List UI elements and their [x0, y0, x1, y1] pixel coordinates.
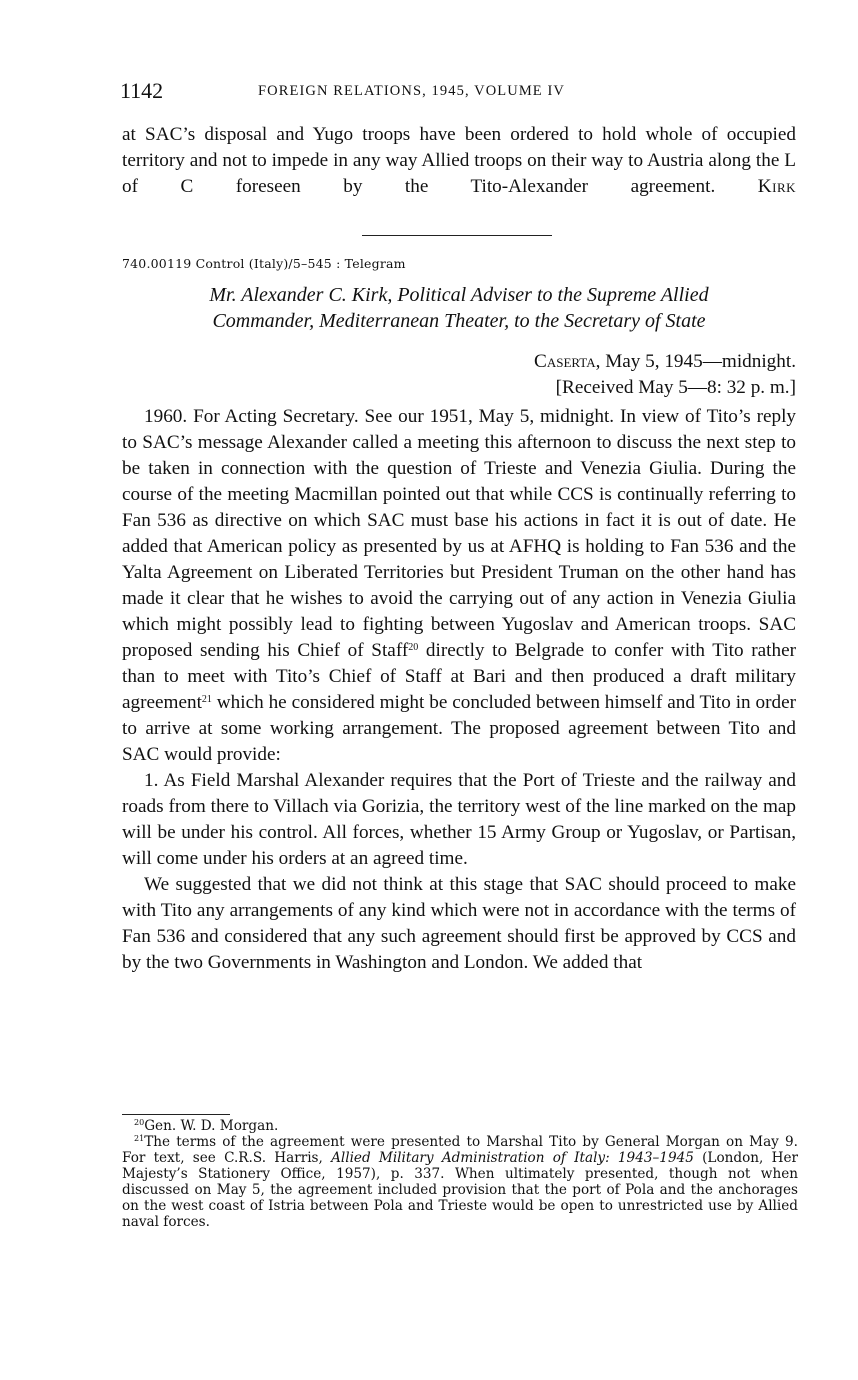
signature: Kirk — [757, 176, 797, 197]
title-line-1: Mr. Alexander C. Kirk, Political Adviser to the Supreme Allied — [209, 284, 709, 306]
file-reference: 740.00119 Control (Italy)/5–545 : Telegram — [122, 256, 406, 271]
page-number: 1142 — [120, 78, 164, 103]
document-title — [122, 282, 796, 334]
paragraph-1-part-b: directly to Belgrade to confer with Tito rather than to meet with Tito’s Chief of Staff at Bari and then produced a draft military agreement — [122, 640, 796, 713]
paragraph-1 — [122, 404, 796, 768]
footnote-21-text-b: (London, Her Majesty’s Stationery Office, 1957), p. 337. When ultimately presented, though not when discussed on May 5, the agreement included provision that the port of Pola and the anchorages on the west coast of Istria between Pola and Trieste would be open to unrestricted use by Allied naval forces. — [122, 1150, 798, 1230]
footnotes — [122, 1118, 798, 1230]
footnote-ref-21: 21 — [201, 694, 212, 705]
dateline-received: [Received May 5—8: 32 p. m.] — [555, 377, 796, 398]
paragraph-1-part-a: 1960. For Acting Secretary. See our 1951, May 5, midnight. In view of Tito’s reply to SAC’s message Alexander called a meeting this afternoon to discuss the next step to be taken in connection with the question of Trieste and Venezia Giulia. During the course of the meeting Macmillan pointed out that while CCS is continually referring to Fan 536 as directive on which SAC must base his actions in fact it is out of date. He added that American policy as presented by us at AFHQ is holding to Fan 536 and the Yalta Agreement on Liberated Territories but President Truman on the other hand has made it clear that he wishes to avoid the carrying out of any action in Venezia Giulia which might possibly lead to fighting between Yugoslav and American troops. SAC proposed sending his Chief of Staff — [122, 406, 796, 661]
dateline-date: , May 5, 1945—midnight. — [595, 351, 796, 372]
paragraph-2: 1. As Field Marshal Alexander requires that the Port of Trieste and the railway and roads from there to Villach via Gorizia, the territory west of the line marked on the map will be under his control. All forces, whether 15 Army Group or Yugoslav, or Partisan, will come under his orders at an agreed time. — [122, 770, 796, 869]
paragraph-1-part-c: which he considered might be concluded between himself and Tito in order to arrive at some working arrangement. The proposed agreement between Tito and SAC would provide: — [122, 692, 796, 765]
title-line-2: Commander, Mediterranean Theater, to the Secretary of State — [212, 310, 706, 332]
footnote-divider — [122, 1114, 230, 1115]
footnote-20 — [122, 1118, 798, 1134]
footnote-21 — [122, 1134, 798, 1230]
continuation-text — [122, 122, 796, 200]
paragraph-3: We suggested that we did not think at this stage that SAC should proceed to make with Tito any arrangements of any kind which were not in accordance with the terms of Fan 536 and considered that any such agreement should first be approved by CCS and by the two Governments in Washington and London. We added that — [122, 874, 796, 973]
continuation-paragraph — [122, 122, 796, 200]
footnote-20-text: Gen. W. D. Morgan. — [144, 1118, 279, 1134]
dateline — [534, 349, 796, 401]
section-divider — [362, 235, 552, 236]
footnote-21-book-title: Allied Military Administration of Italy: 1943–1945 — [331, 1150, 694, 1166]
footnote-21-number: 21 — [134, 1134, 145, 1143]
running-head: FOREIGN RELATIONS, 1945, VOLUME IV — [258, 83, 565, 99]
dateline-place: Caserta — [534, 351, 596, 372]
telegram-body — [122, 404, 796, 976]
continuation-body: at SAC’s disposal and Yugo troops have been ordered to hold whole of occupied territory and not to impede in any way Allied troops on their way to Austria along the L of C foreseen by the Tito-Alexander agreement. — [122, 124, 796, 197]
footnote-21-text-a: The terms of the agreement were presented to Marshal Tito by General Morgan on May 9. For text, see C.R.S. Harris, — [122, 1134, 798, 1166]
footnote-20-number: 20 — [134, 1118, 145, 1127]
footnote-ref-20: 20 — [408, 642, 419, 653]
page-header — [120, 78, 800, 108]
dateline-sent — [534, 349, 796, 375]
